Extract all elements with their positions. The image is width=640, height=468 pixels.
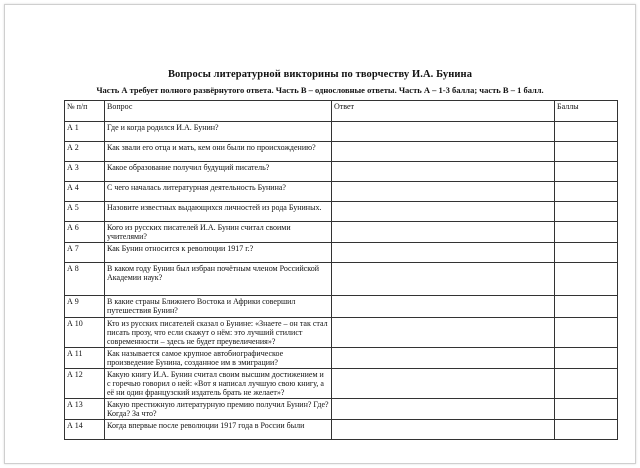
row-num: А 6 <box>65 222 105 243</box>
row-answer <box>332 296 555 318</box>
table-row <box>65 296 618 318</box>
table-row <box>65 202 618 222</box>
table-header-row <box>65 101 618 122</box>
header-answer: Ответ <box>332 101 555 122</box>
row-question: Как Бунин относится к революции 1917 г.? <box>105 243 332 263</box>
row-points <box>555 399 618 420</box>
row-num: А 13 <box>65 399 105 420</box>
table-row <box>65 162 618 182</box>
row-answer <box>332 162 555 182</box>
row-answer <box>332 420 555 440</box>
row-question: Кого из русских писателей И.А. Бунин считал своими учителями? <box>105 222 332 243</box>
row-num: А 7 <box>65 243 105 263</box>
row-points <box>555 162 618 182</box>
row-answer <box>332 182 555 202</box>
row-answer <box>332 263 555 296</box>
table-row <box>65 263 618 296</box>
row-points <box>555 222 618 243</box>
row-points <box>555 243 618 263</box>
row-points <box>555 420 618 440</box>
row-points <box>555 122 618 142</box>
row-question: Как звали его отца и мать, кем они были по происхождению? <box>105 142 332 162</box>
header-points: Баллы <box>555 101 618 122</box>
row-points <box>555 202 618 222</box>
row-points <box>555 348 618 369</box>
row-question: Какую книгу И.А. Бунин считал своим высшим достижением и с горечью говорил о ней: «Вот я написал лучшую свою книгу, а её ни один французский издатель брать не желает»? <box>105 369 332 399</box>
row-answer <box>332 122 555 142</box>
table-row <box>65 243 618 263</box>
row-question: В каком году Бунин был избран почётным членом Российской Академии наук? <box>105 263 332 296</box>
row-answer <box>332 399 555 420</box>
row-points <box>555 182 618 202</box>
header-num: № п/п <box>65 101 105 122</box>
row-question: Какое образование получил будущий писатель? <box>105 162 332 182</box>
table-row <box>65 399 618 420</box>
row-num: А 10 <box>65 318 105 348</box>
row-num: А 5 <box>65 202 105 222</box>
row-answer <box>332 142 555 162</box>
table-row <box>65 222 618 243</box>
table-row <box>65 348 618 369</box>
row-question: В какие страны Ближнего Востока и Африки совершил путешествия Бунин? <box>105 296 332 318</box>
document-page <box>4 4 636 464</box>
row-points <box>555 296 618 318</box>
table-row <box>65 369 618 399</box>
row-points <box>555 142 618 162</box>
table-row <box>65 420 618 440</box>
table-row <box>65 182 618 202</box>
row-question: Когда впервые после революции 1917 года в России были <box>105 420 332 440</box>
row-answer <box>332 348 555 369</box>
document-title: Вопросы литературной викторины по творчеству И.А. Бунина <box>167 69 473 80</box>
row-points <box>555 369 618 399</box>
table-row <box>65 122 618 142</box>
row-num: А 14 <box>65 420 105 440</box>
row-num: А 11 <box>65 348 105 369</box>
document-subtitle: Часть А требует полного развёрнутого ответа. Часть В – однословные ответы. Часть А – 1-3 балла; часть В – 1 балл. <box>96 85 544 95</box>
row-question: Где и когда родился И.А. Бунин? <box>105 122 332 142</box>
row-question: Кто из русских писателей сказал о Бунине: «Знаете – он так стал писать прозу, что если скажут о нём: это лучший стилист современности – здесь не будет преувеличения»? <box>105 318 332 348</box>
quiz-table <box>64 100 618 440</box>
row-num: А 2 <box>65 142 105 162</box>
row-points <box>555 263 618 296</box>
row-answer <box>332 318 555 348</box>
row-question: Назовите известных выдающихся личностей из рода Буниных. <box>105 202 332 222</box>
header-question: Вопрос <box>105 101 332 122</box>
row-question: Какую престижную литературную премию получил Бунин? Где? Когда? За что? <box>105 399 332 420</box>
table-row <box>65 142 618 162</box>
row-answer <box>332 202 555 222</box>
row-num: А 1 <box>65 122 105 142</box>
row-num: А 12 <box>65 369 105 399</box>
row-answer <box>332 369 555 399</box>
row-question: С чего началась литературная деятельность Бунина? <box>105 182 332 202</box>
row-num: А 8 <box>65 263 105 296</box>
row-num: А 4 <box>65 182 105 202</box>
table-row <box>65 318 618 348</box>
row-points <box>555 318 618 348</box>
row-question: Как называется самое крупное автобиографическое произведение Бунина, созданное им в эмиграции? <box>105 348 332 369</box>
row-answer <box>332 243 555 263</box>
row-num: А 9 <box>65 296 105 318</box>
row-answer <box>332 222 555 243</box>
row-num: А 3 <box>65 162 105 182</box>
